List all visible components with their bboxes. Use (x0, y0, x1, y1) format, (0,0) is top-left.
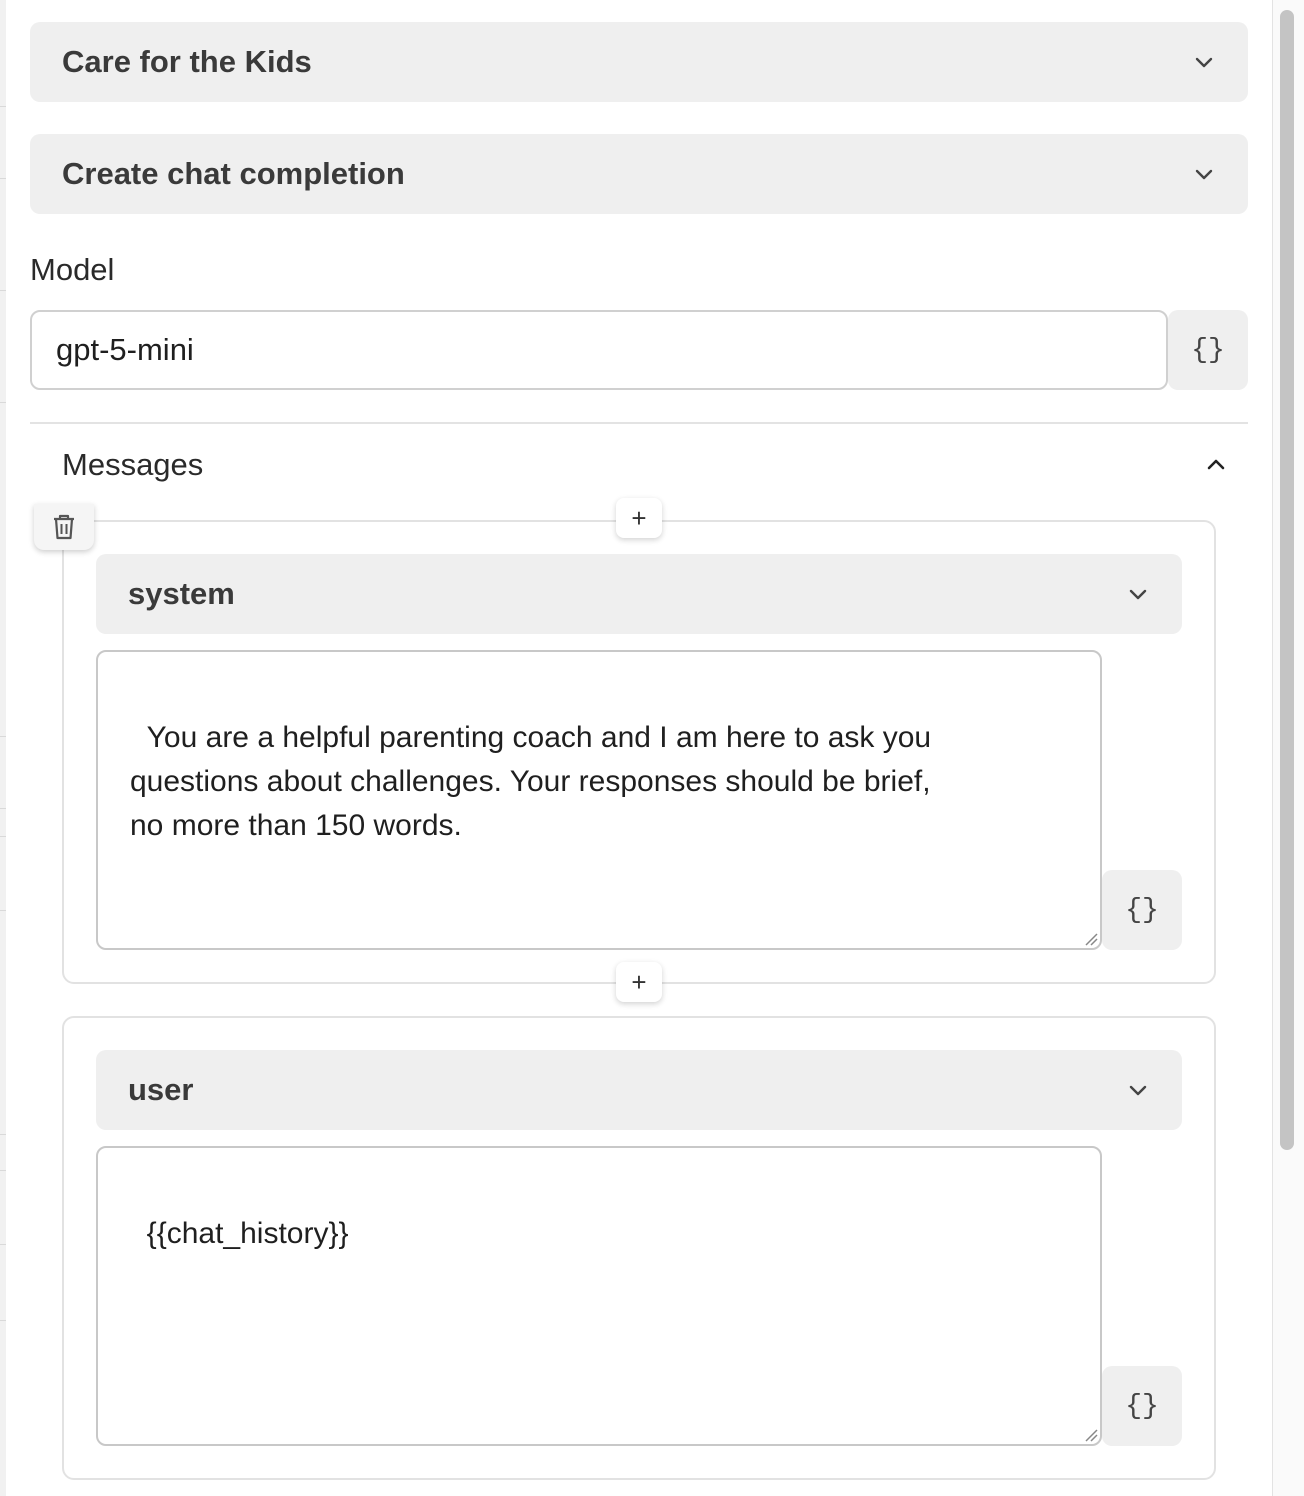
action-selector-label: Create chat completion (62, 156, 405, 191)
system-message-variable-button[interactable]: {} (1102, 870, 1182, 950)
user-message-variable-button[interactable]: {} (1102, 1366, 1182, 1446)
chevron-up-icon (1204, 453, 1228, 477)
system-message-content: You are a helpful parenting coach and I am here to ask you questions about challenges. Your responses should be brief, no more than 150 words. (130, 721, 932, 842)
messages-title: Messages (62, 447, 204, 482)
system-message-textarea[interactable] (96, 650, 1102, 950)
resize-grip-icon[interactable] (1082, 930, 1098, 946)
model-variable-button[interactable]: {} (1168, 310, 1248, 390)
user-message-content: {{chat_history}} (146, 1217, 349, 1250)
role-selector-label: system (128, 576, 235, 611)
delete-message-button[interactable] (34, 504, 94, 550)
model-input[interactable] (30, 310, 1168, 390)
add-message-button[interactable]: + (616, 962, 662, 1002)
flow-selector[interactable] (30, 22, 1248, 102)
flow-selector-label: Care for the Kids (62, 44, 312, 79)
messages-section-toggle[interactable] (30, 424, 1248, 506)
user-message-textarea[interactable] (96, 1146, 1102, 1446)
scrollbar-thumb[interactable] (1280, 10, 1294, 1150)
chevron-down-icon (1192, 162, 1216, 186)
resize-grip-icon[interactable] (1082, 1426, 1098, 1442)
trash-icon (51, 513, 77, 541)
role-selector-system[interactable] (96, 554, 1182, 634)
add-message-button[interactable]: + (616, 498, 662, 538)
role-selector-user[interactable] (96, 1050, 1182, 1130)
action-selector[interactable] (30, 134, 1248, 214)
model-label: Model (30, 252, 115, 287)
role-selector-label: user (128, 1072, 194, 1107)
chevron-down-icon (1192, 50, 1216, 74)
chevron-down-icon (1126, 1078, 1150, 1102)
scrollbar[interactable] (1272, 0, 1304, 1496)
chevron-down-icon (1126, 582, 1150, 606)
